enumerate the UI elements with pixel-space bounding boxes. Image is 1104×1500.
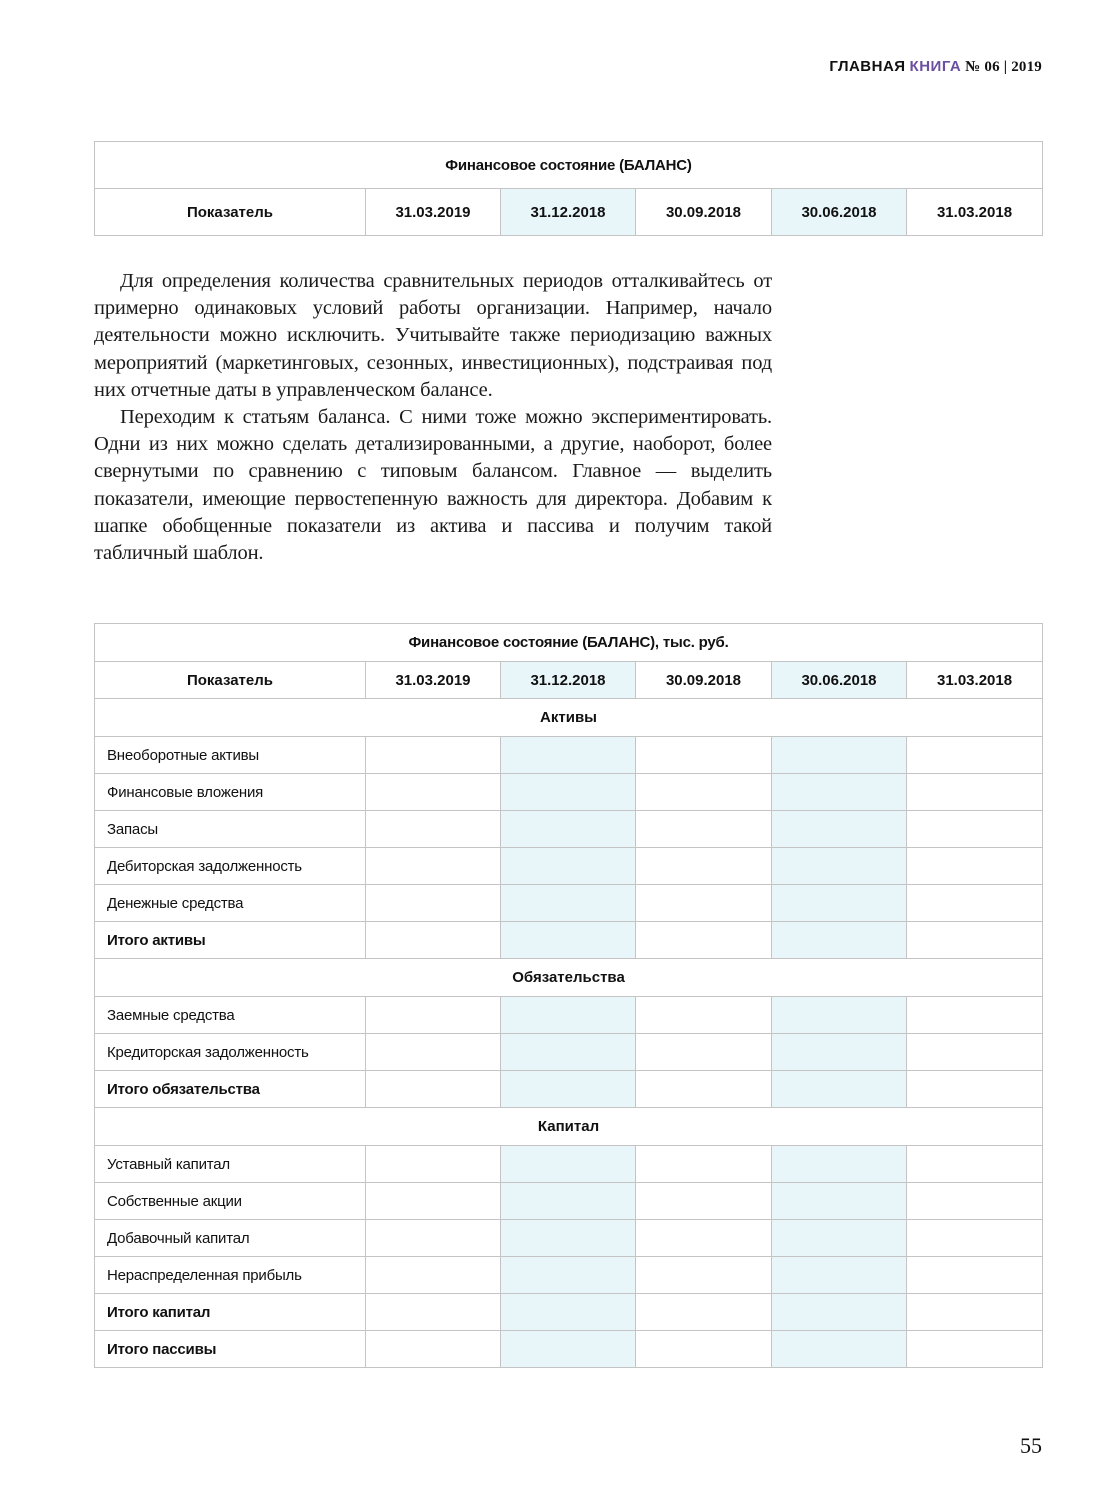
- header-indicator: Показатель: [95, 662, 366, 699]
- value-cell: [907, 1183, 1043, 1220]
- value-cell: [772, 1257, 907, 1294]
- table-row: [95, 1220, 1043, 1257]
- value-cell: [907, 885, 1043, 922]
- value-cell: [501, 1183, 636, 1220]
- value-cell: [636, 1220, 772, 1257]
- paragraph: Для определения количества сравнительных периодов отталкивайтесь от примерно одинаковых условий работы организации. Например, начало деятельности можно исключить. Учитывайте также периодизацию важных мероприятий (маркетинговых, сезонных, инвестиционных), подстраивая под них отчетные даты в управленческом балансе.: [94, 270, 772, 401]
- header-date: 31.12.2018: [501, 189, 636, 236]
- value-cell: [501, 1331, 636, 1368]
- value-cell: [501, 1146, 636, 1183]
- value-cell: [501, 1034, 636, 1071]
- value-cell: [501, 1220, 636, 1257]
- section-header-liabilities: Обязательства: [95, 959, 1043, 997]
- row-label: Собственные акции: [95, 1183, 366, 1220]
- table-header-row: [95, 189, 1043, 236]
- issue-number: № 06 | 2019: [965, 59, 1042, 75]
- value-cell: [501, 997, 636, 1034]
- table-row-total: [95, 1294, 1043, 1331]
- header-date: 31.12.2018: [501, 662, 636, 699]
- value-cell: [366, 1257, 501, 1294]
- value-cell: [366, 1294, 501, 1331]
- value-cell: [636, 922, 772, 959]
- row-label: Запасы: [95, 811, 366, 848]
- row-label-total: Итого обязательства: [95, 1071, 366, 1108]
- value-cell: [772, 1294, 907, 1331]
- value-cell: [636, 1183, 772, 1220]
- value-cell: [501, 1257, 636, 1294]
- value-cell: [366, 885, 501, 922]
- table-row: [95, 1146, 1043, 1183]
- value-cell: [636, 774, 772, 811]
- value-cell: [636, 1294, 772, 1331]
- value-cell: [366, 922, 501, 959]
- row-label: Добавочный капитал: [95, 1220, 366, 1257]
- section-header-capital: Капитал: [95, 1108, 1043, 1146]
- page-number: 55: [1020, 1433, 1042, 1458]
- value-cell: [501, 774, 636, 811]
- header-date: 30.06.2018: [772, 189, 907, 236]
- value-cell: [366, 737, 501, 774]
- value-cell: [772, 1034, 907, 1071]
- value-cell: [907, 922, 1043, 959]
- value-cell: [907, 737, 1043, 774]
- value-cell: [366, 1183, 501, 1220]
- value-cell: [907, 848, 1043, 885]
- value-cell: [907, 811, 1043, 848]
- section-header-assets: Активы: [95, 699, 1043, 737]
- row-label: Заемные средства: [95, 997, 366, 1034]
- row-label: Денежные средства: [95, 885, 366, 922]
- table-row: [95, 997, 1043, 1034]
- value-cell: [907, 1331, 1043, 1368]
- table-row: [95, 1257, 1043, 1294]
- value-cell: [636, 997, 772, 1034]
- table-row: [95, 737, 1043, 774]
- row-label: Финансовые вложения: [95, 774, 366, 811]
- value-cell: [366, 1220, 501, 1257]
- table-row-total: [95, 922, 1043, 959]
- value-cell: [907, 1257, 1043, 1294]
- table-header-row: [95, 662, 1043, 699]
- header-date: 31.03.2018: [907, 662, 1043, 699]
- value-cell: [907, 774, 1043, 811]
- value-cell: [366, 774, 501, 811]
- value-cell: [907, 997, 1043, 1034]
- row-label: Нераспределенная прибыль: [95, 1257, 366, 1294]
- value-cell: [772, 922, 907, 959]
- table-row-total: [95, 1331, 1043, 1368]
- value-cell: [366, 811, 501, 848]
- table-row: [95, 774, 1043, 811]
- value-cell: [366, 1146, 501, 1183]
- magazine-name-part2: КНИГА: [909, 58, 962, 75]
- value-cell: [772, 1146, 907, 1183]
- value-cell: [772, 1331, 907, 1368]
- value-cell: [907, 1071, 1043, 1108]
- value-cell: [501, 811, 636, 848]
- value-cell: [366, 997, 501, 1034]
- value-cell: [907, 1146, 1043, 1183]
- value-cell: [772, 885, 907, 922]
- value-cell: [636, 1071, 772, 1108]
- value-cell: [772, 774, 907, 811]
- value-cell: [501, 1294, 636, 1331]
- value-cell: [772, 1071, 907, 1108]
- header-date: 30.06.2018: [772, 662, 907, 699]
- value-cell: [636, 811, 772, 848]
- balance-header-table: [94, 141, 1043, 236]
- value-cell: [636, 1034, 772, 1071]
- row-label: Кредиторская задолженность: [95, 1034, 366, 1071]
- article-body: [94, 268, 772, 567]
- value-cell: [772, 848, 907, 885]
- header-date: 31.03.2019: [366, 189, 501, 236]
- magazine-name-part1: ГЛАВНАЯ: [829, 58, 906, 75]
- value-cell: [636, 848, 772, 885]
- header-indicator: Показатель: [95, 189, 366, 236]
- value-cell: [772, 737, 907, 774]
- header-date: 30.09.2018: [636, 189, 772, 236]
- running-head: [829, 58, 1042, 76]
- row-label-total: Итого пассивы: [95, 1331, 366, 1368]
- row-label: Уставный капитал: [95, 1146, 366, 1183]
- header-date: 30.09.2018: [636, 662, 772, 699]
- value-cell: [907, 1034, 1043, 1071]
- value-cell: [366, 1071, 501, 1108]
- value-cell: [366, 1034, 501, 1071]
- table-row: [95, 811, 1043, 848]
- value-cell: [501, 922, 636, 959]
- header-date: 31.03.2018: [907, 189, 1043, 236]
- table-row: [95, 1034, 1043, 1071]
- value-cell: [366, 1331, 501, 1368]
- balance-template-table: [94, 623, 1043, 1368]
- value-cell: [636, 1331, 772, 1368]
- table-row: [95, 848, 1043, 885]
- paragraph: Переходим к статьям баланса. С ними тоже можно экспериментировать. Одни из них можно сделать детализированными, а другие, наоборот, более свернутыми по сравнению с типовым балансом. Главное — выделить показатели, имеющие первостепенную важность для директора. Добавим к шапке обобщенные показатели из актива и пассива и получим такой табличный шаблон.: [94, 406, 772, 565]
- value-cell: [772, 811, 907, 848]
- value-cell: [772, 1183, 907, 1220]
- value-cell: [636, 737, 772, 774]
- value-cell: [366, 848, 501, 885]
- row-label-total: Итого активы: [95, 922, 366, 959]
- value-cell: [907, 1220, 1043, 1257]
- row-label: Дебиторская задолженность: [95, 848, 366, 885]
- value-cell: [772, 997, 907, 1034]
- value-cell: [907, 1294, 1043, 1331]
- value-cell: [501, 885, 636, 922]
- row-label-total: Итого капитал: [95, 1294, 366, 1331]
- value-cell: [501, 848, 636, 885]
- value-cell: [636, 885, 772, 922]
- header-date: 31.03.2019: [366, 662, 501, 699]
- value-cell: [636, 1257, 772, 1294]
- row-label: Внеоборотные активы: [95, 737, 366, 774]
- value-cell: [636, 1146, 772, 1183]
- table-title: Финансовое состояние (БАЛАНС), тыс. руб.: [95, 624, 1043, 662]
- value-cell: [501, 737, 636, 774]
- table-row: [95, 885, 1043, 922]
- table-row-total: [95, 1071, 1043, 1108]
- table-title: Финансовое состояние (БАЛАНС): [95, 142, 1043, 189]
- table-row: [95, 1183, 1043, 1220]
- value-cell: [501, 1071, 636, 1108]
- value-cell: [772, 1220, 907, 1257]
